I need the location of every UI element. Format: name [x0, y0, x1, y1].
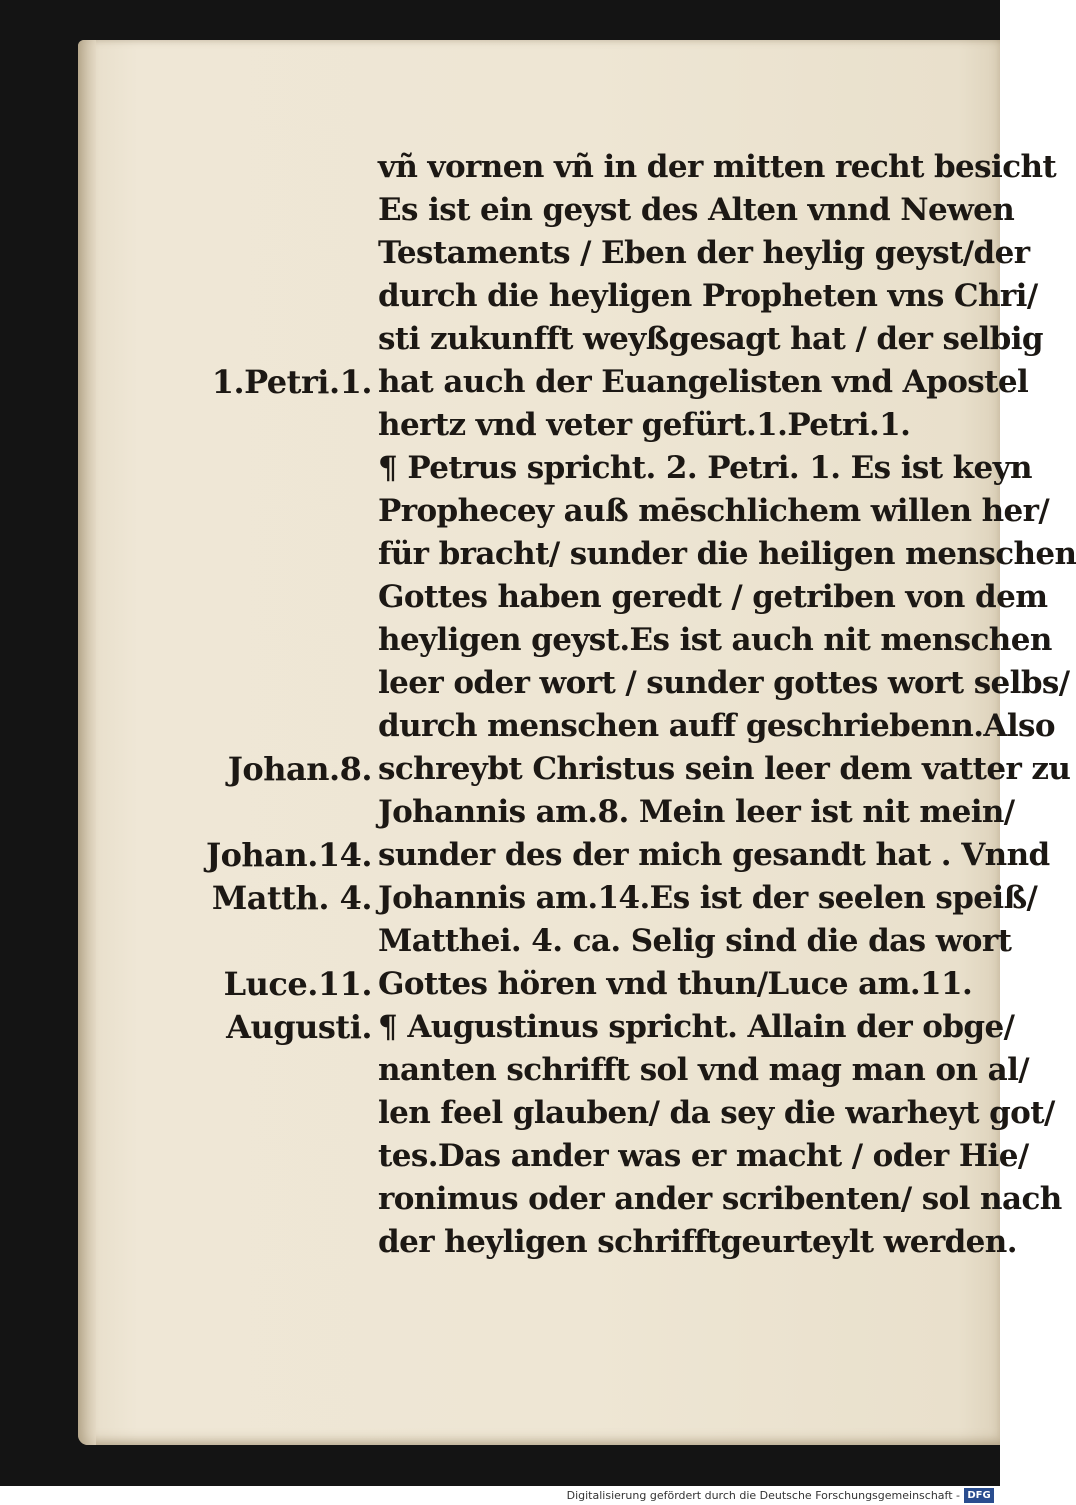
dfg-logo: DFG [964, 1488, 994, 1503]
marginal-note: Johan.8. [227, 750, 372, 788]
text-line: der heyligen schrifftgeurteylt werden. [378, 1224, 1017, 1260]
text-line: ¶ Augustinus spricht. Allain der obge/ [378, 1009, 1015, 1045]
text-line: durch die heyligen Propheten vns Chri/ [378, 278, 1038, 314]
text-line: hertz vnd veter gefürt.1.Petri.1. [378, 407, 911, 443]
text-line: schreybt Christus sein leer dem vatter zu [378, 751, 1071, 787]
text-line: Matthei. 4. ca. Selig sind die das wort [378, 923, 1012, 959]
marginal-note: Augusti. [226, 1008, 372, 1046]
text-line: leer oder wort / sunder gottes wort selbs/ [378, 665, 1070, 701]
text-line: Gottes haben geredt / getriben von dem [378, 579, 1048, 615]
text-line: len feel glauben/ da sey die warheyt got/ [378, 1095, 1055, 1131]
text-line: ronimus oder ander scribenten/ sol nach [378, 1181, 1062, 1217]
marginal-note: 1.Petri.1. [211, 363, 372, 401]
marginal-note: Luce.11. [223, 965, 372, 1003]
text-line: tes.Das ander was er macht / oder Hie/ [378, 1138, 1029, 1174]
funding-notice: Digitalisierung gefördert durch die Deutsche Forschungsgemeinschaft - [566, 1489, 960, 1502]
text-line: ¶ Petrus spricht. 2. Petri. 1. Es ist keyn [378, 450, 1033, 486]
marginal-note: Matth. 4. [211, 879, 372, 917]
text-line: Johannis am.8. Mein leer ist nit mein/ [378, 794, 1015, 830]
text-line: Prophecey auß mēschlichem willen her/ [378, 493, 1050, 529]
marginal-note: Johan.14. [205, 836, 372, 874]
text-line: vñ vornen vñ in der mitten recht besicht [378, 149, 1057, 185]
text-line: nanten schrifft sol vnd mag man on al/ [378, 1052, 1029, 1088]
text-line: sti zukunfft weyßgesagt hat / der selbig [378, 321, 1043, 357]
text-line: durch menschen auff geschriebenn.Also [378, 708, 1055, 744]
text-line: Es ist ein geyst des Alten vnnd Newen [378, 192, 1015, 228]
text-line: Gottes hören vnd thun/Luce am.11. [378, 966, 973, 1002]
text-line: Johannis am.14.Es ist der seelen speiß/ [378, 880, 1038, 916]
text-line: sunder des der mich gesandt hat . Vnnd [378, 837, 1050, 873]
text-line: hat auch der Euangelisten vnd Apostel [378, 364, 1029, 400]
digitization-footer [0, 1486, 1000, 1505]
text-line: Testaments / Eben der heylig geyst/der [378, 235, 1030, 271]
text-line: heyligen geyst.Es ist auch nit menschen [378, 622, 1052, 658]
text-line: für bracht/ sunder die heiligen menschen [378, 536, 1076, 572]
